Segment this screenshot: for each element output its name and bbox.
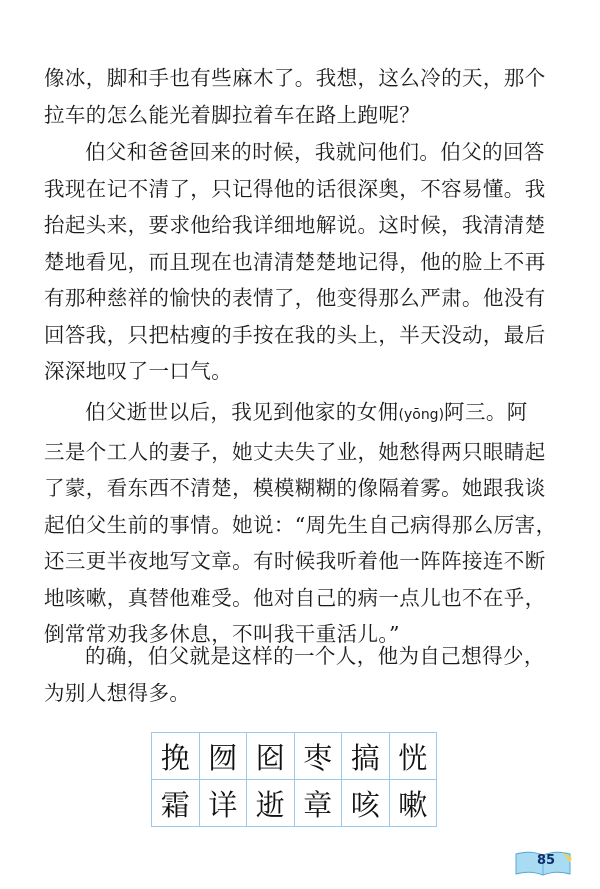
text-line: 抬起头来，要求他给我详细地解说。这时候，我清清楚 <box>44 213 546 237</box>
character-cell: 咳 <box>342 780 390 827</box>
text-line: 三是个工人的妻子，她丈夫失了业，她愁得两只眼睛起 <box>44 439 546 464</box>
text-line <box>44 394 556 434</box>
pinyin-annotation: (yōng) <box>398 407 445 423</box>
text-line: 还三更半夜地写文章。有时候我听着他一阵阵接连不断 <box>44 549 546 573</box>
text-line: 有那种慈祥的愉快的表情了，他变得那么严肃。他没有 <box>44 286 546 310</box>
text-segment: 阿三。阿 <box>444 400 528 424</box>
text-line: 楚地看见，而且现在也清清楚楚地记得，他的脸上不再 <box>44 249 546 274</box>
text-line: 伯父和爸爸回来的时候，我就问他们。伯父的回答 <box>85 140 545 164</box>
character-cell: 囫 <box>199 733 247 780</box>
character-cell: 逝 <box>247 780 295 827</box>
character-cell: 详 <box>199 780 247 827</box>
paragraph-a-san <box>44 394 556 653</box>
text-line: 拉车的怎么能光着脚拉着车在路上跑呢？ <box>44 102 421 127</box>
new-characters-grid <box>151 732 437 827</box>
text-line: 了蒙，看东西不清楚，模模糊糊的像隔着雾。她跟我谈 <box>44 476 546 500</box>
character-cell: 挽 <box>152 733 200 780</box>
character-cell: 恍 <box>389 733 437 780</box>
paragraph-continuation <box>44 60 556 133</box>
character-cell: 霜 <box>152 780 200 827</box>
text-line: 倒常常劝我多休息，不叫我干重活儿。” <box>44 622 400 646</box>
character-cell: 搞 <box>342 733 390 780</box>
text-line: 的确，伯父就是这样的一个人，他为自己想得少， <box>85 644 545 668</box>
text-line: 深深地叹了一口气。 <box>44 359 233 383</box>
character-cell: 囵 <box>247 733 295 780</box>
character-row <box>152 733 437 780</box>
text-line: 地咳嗽，真替他难受。他对自己的病一点儿也不在乎， <box>44 585 546 610</box>
text-line: 为别人想得多。 <box>44 680 191 705</box>
page-number-badge <box>512 848 574 878</box>
text-line: 起伯父生前的事情。她说：“周先生自己病得那么厉害， <box>44 512 557 537</box>
text-line: 回答我，只把枯瘦的手按在我的头上，半天没动，最后 <box>44 322 546 347</box>
character-row <box>152 780 437 827</box>
paragraph-conclusion <box>44 638 556 711</box>
character-cell: 枣 <box>294 733 342 780</box>
character-cell: 章 <box>294 780 342 827</box>
text-line: 像冰，脚和手也有些麻木了。我想，这么冷的天，那个 <box>44 66 546 90</box>
paragraph-uncle-reply <box>44 134 556 390</box>
character-cell: 嗽 <box>389 780 437 827</box>
text-segment: 伯父逝世以后，我见到他家的女佣 <box>85 400 399 424</box>
page-number: 85 <box>536 853 556 868</box>
text-line: 我现在记不清了，只记得他的话很深奥，不容易懂。我 <box>44 176 546 201</box>
